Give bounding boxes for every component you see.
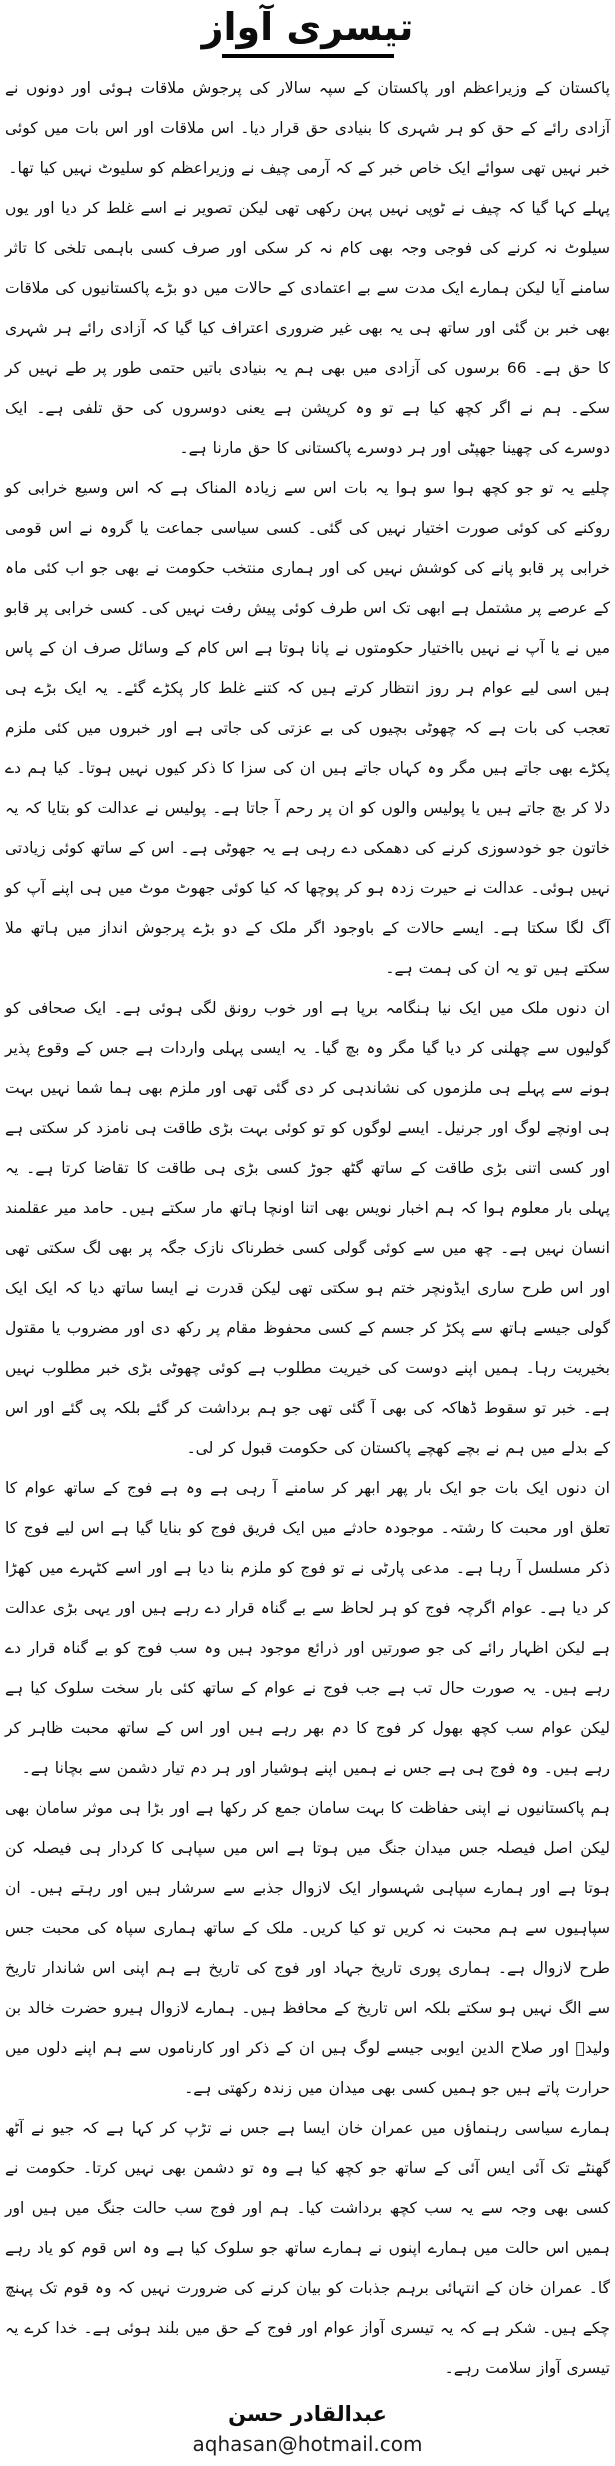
author-email: aqhasan@hotmail.com	[192, 2431, 423, 2456]
article-paragraph: ہمارے سیاسی رہنماؤں میں عمران خان ایسا ہے جس نے تڑپ کر کہا ہے کہ جیو نے آٹھ گھنٹے تک آئی ایس آئی کے ساتھ جو کچھ کیا ہے وہ تو دشمن بھی نہیں کرتا۔ حکومت نے کسی بھی وجہ سے یہ سب کچھ برداشت کیا۔ ہم اور فوج سب حالت جنگ میں ہیں اور ہمیں اس حالت میں ہمارے اپنوں نے ہمارے ساتھ جو سلوک کیا ہے وہ اس قوم کو یاد رہے گا۔ عمران خان کے انتہائی برہم جذبات کو بیان کرنے کی ضرورت نہیں کہ وہ قوم تک پہنچ چکے ہیں۔ شکر ہے کہ یہ تیسری آواز عوام اور فوج کے حق میں بلند ہوئی ہے۔ خدا کرے یہ تیسری آواز سلامت رہے۔	[5, 2118, 610, 2377]
article-paragraphs	[5, 68, 610, 2388]
article-body	[5, 68, 610, 2456]
article-paragraph: ہم پاکستانیوں نے اپنی حفاظت کا بہت سامان جمع کر رکھا ہے اور بڑا ہی موثر سامان بھی لیکن اصل فیصلہ جس میدان جنگ میں ہوتا ہے اس میں سپاہی کا کردار ہی فیصلہ کن ہوتا ہے اور ہمارے سپاہی شہسوار ایک لازوال جذبے سے سرشار ہیں اور رہتے ہیں۔ ان سپاہیوں سے ہم محبت نہ کریں تو کیا کریں۔ ملک کے ساتھ ہماری سپاہ کی محبت جس طرح لازوال ہے۔ ہماری پوری تاریخ جہاد اور فوج کی تاریخ ہے ہم اپنی اس شاندار تاریخ سے الگ نہیں ہو سکتے بلکہ اس تاریخ کے محافظ ہیں۔ ہمارے لازوال ہیرو حضرت خالد بن ولیدؓ اور صلاح الدین ایوبی جیسے لوگ ہیں ان کے ذکر اور کارناموں سے ہم اپنے دلوں میں حرارت پاتے ہیں جو ہمیں کسی بھی میدان میں زندہ رکھتی ہے۔	[5, 1798, 610, 2097]
title-underline-rule	[222, 54, 394, 58]
column-title: تیسری آواز	[201, 5, 414, 49]
article-paragraph: چلیے یہ تو جو کچھ ہوا سو ہوا یہ بات اس سے زیادہ المناک ہے کہ اس وسیع خرابی کو روکنے کی کوئی صورت اختیار نہیں کی گئی۔ کسی سیاسی جماعت یا گروہ نے اس قومی خرابی پر قابو پانے کی کوشش نہیں کی اور ہماری منتخب حکومت نے بھی جو اب کئی ماہ کے عرصے پر مشتمل ہے ابھی تک اس طرف کوئی پیش رفت نہیں کی۔ کسی خرابی پر قابو میں نے یا آپ نے نہیں بااختیار حکومتوں نے پانا ہوتا ہے اس کام کے وسائل صرف ان کے پاس ہیں اسی لیے عوام ہر روز انتظار کرتے ہیں کہ کتنے غلط کار پکڑے گئے۔ یہ ایک بڑے ہی تعجب کی بات ہے کہ چھوٹی بچیوں کی بے عزتی کی جاتی ہے اور خبروں میں کئی ملزم پکڑے بھی جاتے ہیں مگر وہ کہاں جاتے ہیں ان کی سزا کا ذکر کیوں نہیں ہوتا۔ کیا ہم دے دلا کر بچ جاتے ہیں یا پولیس والوں کو ان پر رحم آ جاتا ہے۔ پولیس نے عدالت کو بتایا کہ یہ خاتون جو خودسوزی کرنے کی دھمکی دے رہی ہے یہ جھوٹی ہے۔ اس کے ساتھ کوئی زیادتی نہیں ہوئی۔ عدالت نے حیرت زدہ ہو کر پوچھا کہ کیا کوئی جھوٹ موٹ میں ہی اپنے آپ کو آگ لگا سکتا ہے۔ ایسے حالات کے باوجود اگر ملک کے دو بڑے پرجوش انداز میں ہاتھ ملا سکتے ہیں تو یہ ان کی ہمت ہے۔	[5, 478, 610, 977]
article-paragraph: پاکستان کے وزیراعظم اور پاکستان کے سپہ سالار کی پرجوش ملاقات ہوئی اور دونوں نے آزادی رائے کے حق کو ہر شہری کا بنیادی حق قرار دیا۔ اس ملاقات اور اس بات میں کوئی خبر نہیں تھی سوائے ایک خاص خبر کے کہ آرمی چیف نے وزیراعظم کو سلیوٹ نہیں کیا تھا۔	[5, 78, 610, 177]
article-paragraph: ان دنوں ایک بات جو ایک بار پھر ابھر کر سامنے آ رہی ہے وہ ہے فوج کے ساتھ عوام کا تعلق اور محبت کا رشتہ۔ موجودہ حادثے میں ایک فریق فوج کو بنایا گیا ہے اس لیے فوج کا ذکر مسلسل آ رہا ہے۔ مدعی پارٹی نے تو فوج کو ملزم بنا دیا ہے اور اسے کٹہرے میں کھڑا کر دیا ہے۔ عوام اگرچہ فوج کو ہر لحاظ سے بے گناہ قرار دے رہے ہیں اور یہی بڑی عدالت ہے لیکن اظہار رائے کی جو صورتیں اور ذرائع موجود ہیں وہ سب فوج کو بے گناہ قرار دے رہے ہیں۔ یہ صورت حال تب ہے جب فوج نے عوام کے ساتھ کئی بار سخت سلوک کیا ہے لیکن عوام سب کچھ بھول کر فوج کا دم بھر رہے ہیں اور اس کے ساتھ محبت ظاہر کر رہے ہیں۔ وہ فوج ہی ہے جس نے ہمیں اپنے ہوشیار اور ہر دم تیار دشمن سے بچانا ہے۔	[5, 1478, 610, 1777]
column-masthead	[5, 4, 610, 58]
article-paragraph: پہلے کہا گیا کہ چیف نے ٹوپی نہیں پہن رکھی تھی لیکن تصویر نے اسے غلط کر دیا اور یوں سیلوٹ نہ کرنے کی فوجی وجہ بھی کام نہ کر سکی اور صرف کسی باہمی تلخی کا تاثر سامنے آیا لیکن ہمارے ایک مدت سے بے اعتمادی کے حالات میں دو بڑے پاکستانیوں کی ملاقات بھی خبر بن گئی اور ساتھ ہی یہ بھی غیر ضروری اعتراف کیا گیا کہ آزادی رائے ہر شہری کا حق ہے۔ 66 برسوں کی آزادی میں بھی ہم یہ بنیادی باتیں حتمی طور پر طے نہیں کر سکے۔ ہم نے اگر کچھ کیا ہے تو وہ کرپشن ہے یعنی دوسروں کی حق تلفی ہے۔ ایک دوسرے کی چھینا جھپٹی اور ہر دوسرے پاکستانی کا حق مارنا ہے۔	[5, 198, 610, 457]
article-paragraph: ان دنوں ملک میں ایک نیا ہنگامہ برپا ہے اور خوب رونق لگی ہوئی ہے۔ ایک صحافی کو گولیوں سے چھلنی کر دیا گیا مگر وہ بچ گیا۔ یہ ایسی پہلی واردات ہے جس کے وقوع پذیر ہونے سے پہلے ہی ملزموں کی نشاندہی کر دی گئی تھی اور ملزم بھی ہما شما نہیں بہت ہی اونچے لوگ اور جرنیل۔ ایسے لوگوں کو تو کوئی بہت بڑی طاقت ہی نامزد کر سکتی ہے اور کسی اتنی بڑی طاقت کے ساتھ گٹھ جوڑ کسی بڑی ہی طاقت کا تقاضا کرتا ہے۔ یہ پہلی بار معلوم ہوا کہ ہم اخبار نویس بھی اتنا اونچا ہاتھ مار سکتے ہیں۔ حامد میر عقلمند انسان نہیں ہے۔ چھ میں سے کوئی گولی کسی خطرناک نازک جگہ پر بھی لگ سکتی تھی اور اس طرح ساری ایڈونچر ختم ہو سکتی تھی لیکن قدرت نے ایسا ساتھ دیا کہ ایک ایک گولی جیسے ہاتھ سے پکڑ کر جسم کے کسی محفوظ مقام پر رکھ دی اور مضروب یا مقتول بخیریت رہا۔ ہمیں اپنے دوست کی خیریت مطلوب ہے کوئی چھوٹی بڑی خبر مطلوب نہیں ہے۔ خبر تو سقوط ڈھاکہ کی بھی آ گئی تھی جو ہم برداشت کر گئے بلکہ پی گئے اور اس کے بدلے میں ہم نے بچے کھچے پاکستان کی حکومت قبول کر لی۔	[5, 998, 610, 1457]
author-byline: عبدالقادر حسن	[228, 2401, 387, 2426]
